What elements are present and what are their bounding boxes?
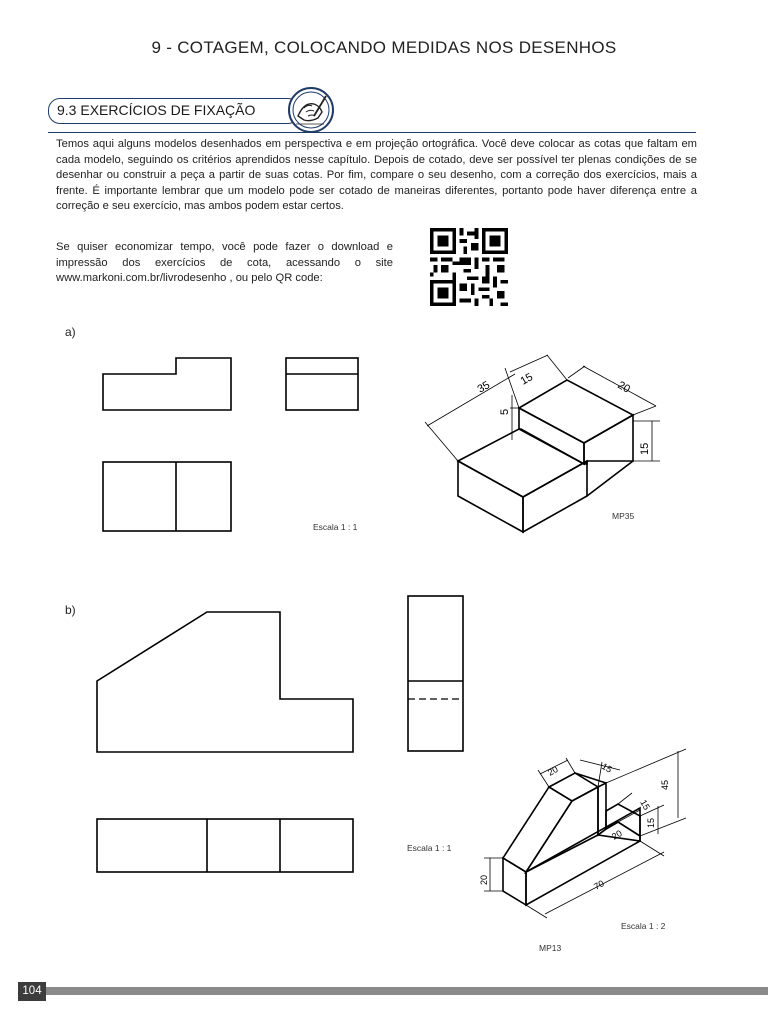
exercise-b-label: b) (65, 603, 76, 617)
exercise-a-model-ref: MP35 (612, 511, 635, 521)
dim-a-15-height: 15 (639, 442, 651, 455)
dim-b-15-top: 15 (600, 761, 614, 775)
dim-a-5: 5 (499, 408, 511, 415)
dim-b-20-step: 20 (610, 828, 624, 842)
dim-b-70: 70 (592, 878, 606, 892)
section-title: 9.3 EXERCÍCIOS DE FIXAÇÃO (57, 102, 256, 118)
exercise-b-side-view (408, 596, 463, 751)
dim-a-15: 15 (518, 371, 536, 388)
dim-b-20-left: 20 (479, 874, 489, 885)
exercise-a-scale: Escala 1 : 1 (313, 522, 358, 532)
exercise-b-dimension-lines (484, 749, 686, 918)
exercise-b-ortho-scale: Escala 1 : 1 (407, 843, 452, 853)
dim-b-45: 45 (660, 779, 670, 790)
footer-bar (46, 987, 768, 995)
download-paragraph: Se quiser economizar tempo, você pode fazer o download e impressão dos exercícios de cota, acessando o site www.markoni.com.br/livrodesenho , ou pelo QR code: (56, 241, 393, 285)
exercise-b-top-view (97, 819, 353, 872)
exercise-a-label: a) (65, 325, 76, 339)
dim-a-35: 35 (475, 379, 493, 396)
dim-b-20-top: 20 (546, 764, 560, 778)
page-number: 104 (18, 982, 46, 1001)
dim-b-15-right: 15 (638, 798, 652, 812)
dim-b-15-step: 15 (646, 817, 656, 828)
chapter-title: 9 - COTAGEM, COLOCANDO MEDIDAS NOS DESENHOS (151, 38, 617, 57)
exercise-b-front-view (97, 612, 353, 752)
dim-a-20: 20 (615, 379, 633, 396)
exercise-b-iso-scale: Escala 1 : 2 (621, 921, 666, 931)
intro-paragraph: Temos aqui alguns modelos desenhados em perspectiva e em projeção ortográfica. Você deve colocar as cotas que faltam em cada modelo, seguindo os critérios aprendidos nesse capítulo. Depois de cotado, deve ser possível ter plenas condições de se desenhar ou construir a peça a partir de suas cotas. Por fim, compare o seu desenho, com a correção dos exercícios, mais a frente. É importante lembrar que um modelo pode ser cotado de maneiras diferentes, portanto pode haver diferença entre a correção e seu exercício, mas ambos podem estar certos. (56, 138, 697, 213)
exercise-b-model-ref: MP13 (539, 943, 562, 953)
